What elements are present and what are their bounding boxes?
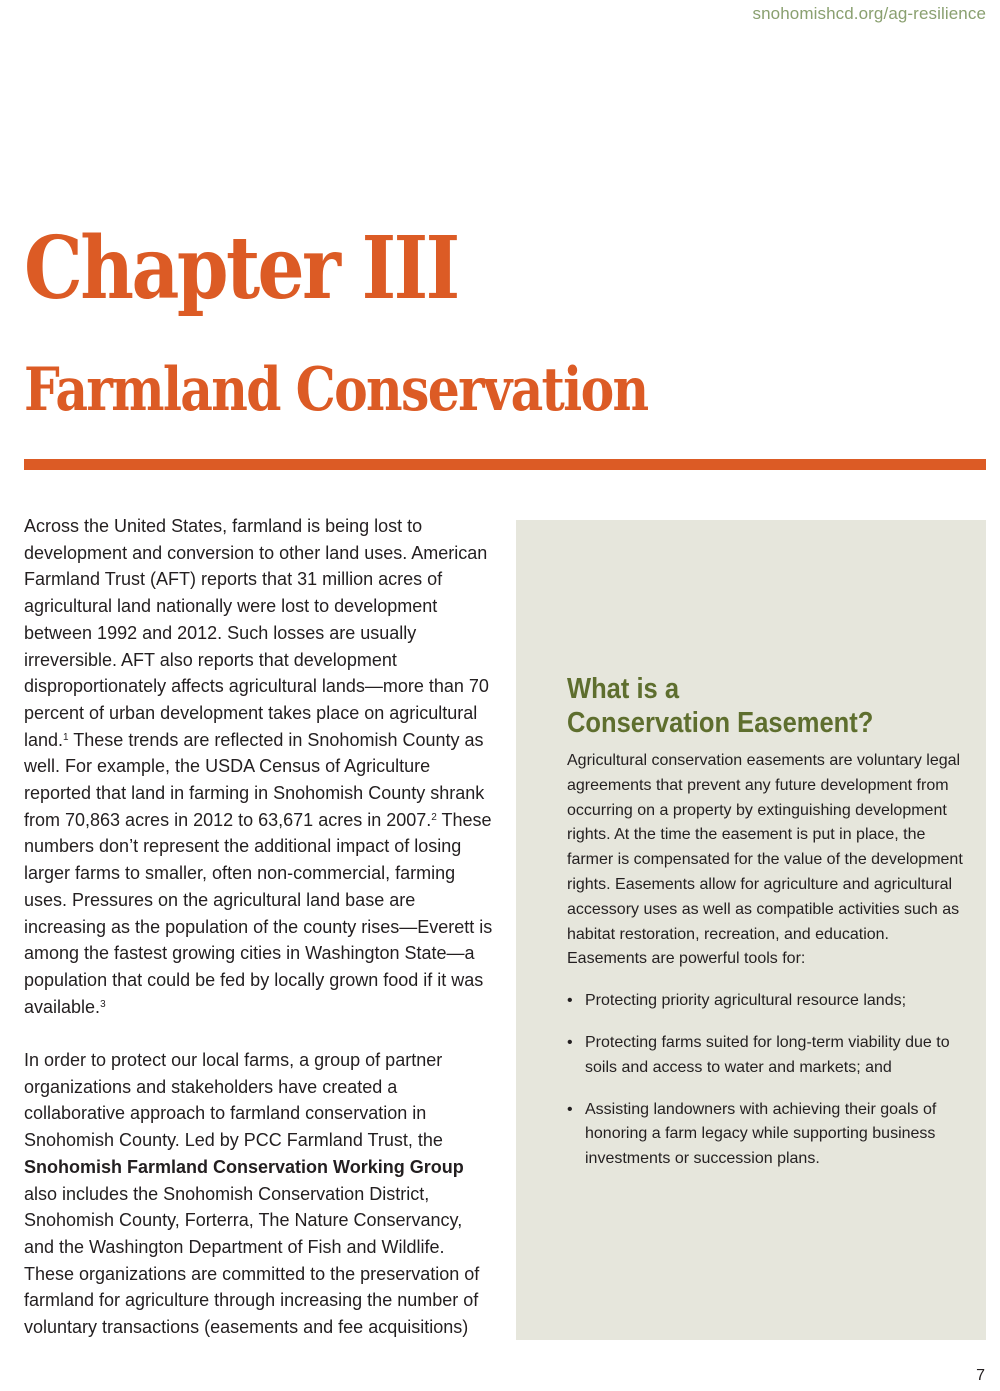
- sidebar-paragraph: Agricultural conservation easements are voluntary legal agreements that prevent any future development from occurring on a property by extinguishing development rights. At the time the easement is put in place, the farmer is compensated for the value of the development rights. Easements allow for agriculture and agricultural accessory uses as well as compatible activities such as habitat restoration, recreation, and education. Easements are powerful tools for:: [567, 752, 963, 968]
- bullet-icon: •: [567, 992, 573, 1010]
- bullet-icon: •: [567, 1033, 573, 1051]
- list-item: [567, 989, 967, 1014]
- header-url[interactable]: snohomishcd.org/ag-resilience: [752, 4, 986, 23]
- paragraph-2-text-a: In order to protect our local farms, a group of partner organizations and stakeholders have created a collaborative approach to farmland conservation in Snohomish County. Led by PCC Farmland Trust, the: [24, 1050, 443, 1151]
- sidebar-title: [567, 672, 873, 740]
- list-item: [567, 1031, 967, 1081]
- main-text-column: [24, 513, 496, 1341]
- footnote-ref-2: 2: [431, 811, 437, 823]
- title-divider: [24, 459, 986, 470]
- working-group-name: Snohomish Farmland Conservation Working Group: [24, 1156, 464, 1177]
- footnote-ref-1: 1: [63, 731, 69, 743]
- paragraph-2-text-b: also includes the Snohomish Conservation District, Snohomish County, Forterra, The Nature Conservancy, and the Washington Department of Fish and Wildlife. These organizations are committed to the preservation of farmland for agriculture through increasing the number of voluntary transactions (easements and fee acquisitions): [24, 1183, 480, 1338]
- footnote-ref-3: 3: [100, 998, 106, 1010]
- paragraph-1: [24, 513, 496, 1020]
- list-item-text: Assisting landowners with achieving their goals of honoring a farm legacy while supporting business investments or succession plans.: [585, 1100, 937, 1168]
- chapter-title: Chapter III: [24, 218, 458, 319]
- sidebar-title-line-1: What is a: [567, 673, 680, 705]
- list-item: [567, 1098, 967, 1172]
- conservation-easement-sidebar: [516, 520, 986, 1340]
- chapter-subtitle: Farmland Conservation: [24, 355, 648, 425]
- paragraph-2: [24, 1047, 496, 1341]
- sidebar-bullet-list: [567, 989, 967, 1172]
- list-item-text: Protecting farms suited for long-term viability due to soils and access to water and markets; and: [585, 1033, 950, 1076]
- sidebar-body: [567, 749, 967, 1189]
- sidebar-title-line-2: Conservation Easement?: [567, 707, 874, 739]
- paragraph-1-text-b: These trends are reflected in Snohomish County as well. For example, the USDA Census of Agriculture reported that land in farming in Snohomish County shrank from 70,863 acres in 2012 to 63,671 acres in 2007.: [24, 729, 485, 830]
- list-item-text: Protecting priority agricultural resource lands;: [585, 992, 907, 1010]
- paragraph-1-text-a: Across the United States, farmland is being lost to development and conversion to other land uses. American Farmland Trust (AFT) reports that 31 million acres of agricultural land nationally were lost to development between 1992 and 2012. Such losses are usually irreversible. AFT also reports that development disproportionately affects agricultural lands—more than 70 percent of urban development takes place on agricultural land.: [24, 516, 489, 750]
- paragraph-1-text-c: These numbers don’t represent the additional impact of losing larger farms to smaller, often non-commercial, farming uses. Pressures on the agricultural land base are increasing as the population of the county rises—Everett is among the fastest growing cities in Washington State—a population that could be fed by locally grown food if it was available.: [24, 809, 493, 1017]
- bullet-icon: •: [567, 1100, 573, 1118]
- page-number: 7: [976, 1367, 985, 1384]
